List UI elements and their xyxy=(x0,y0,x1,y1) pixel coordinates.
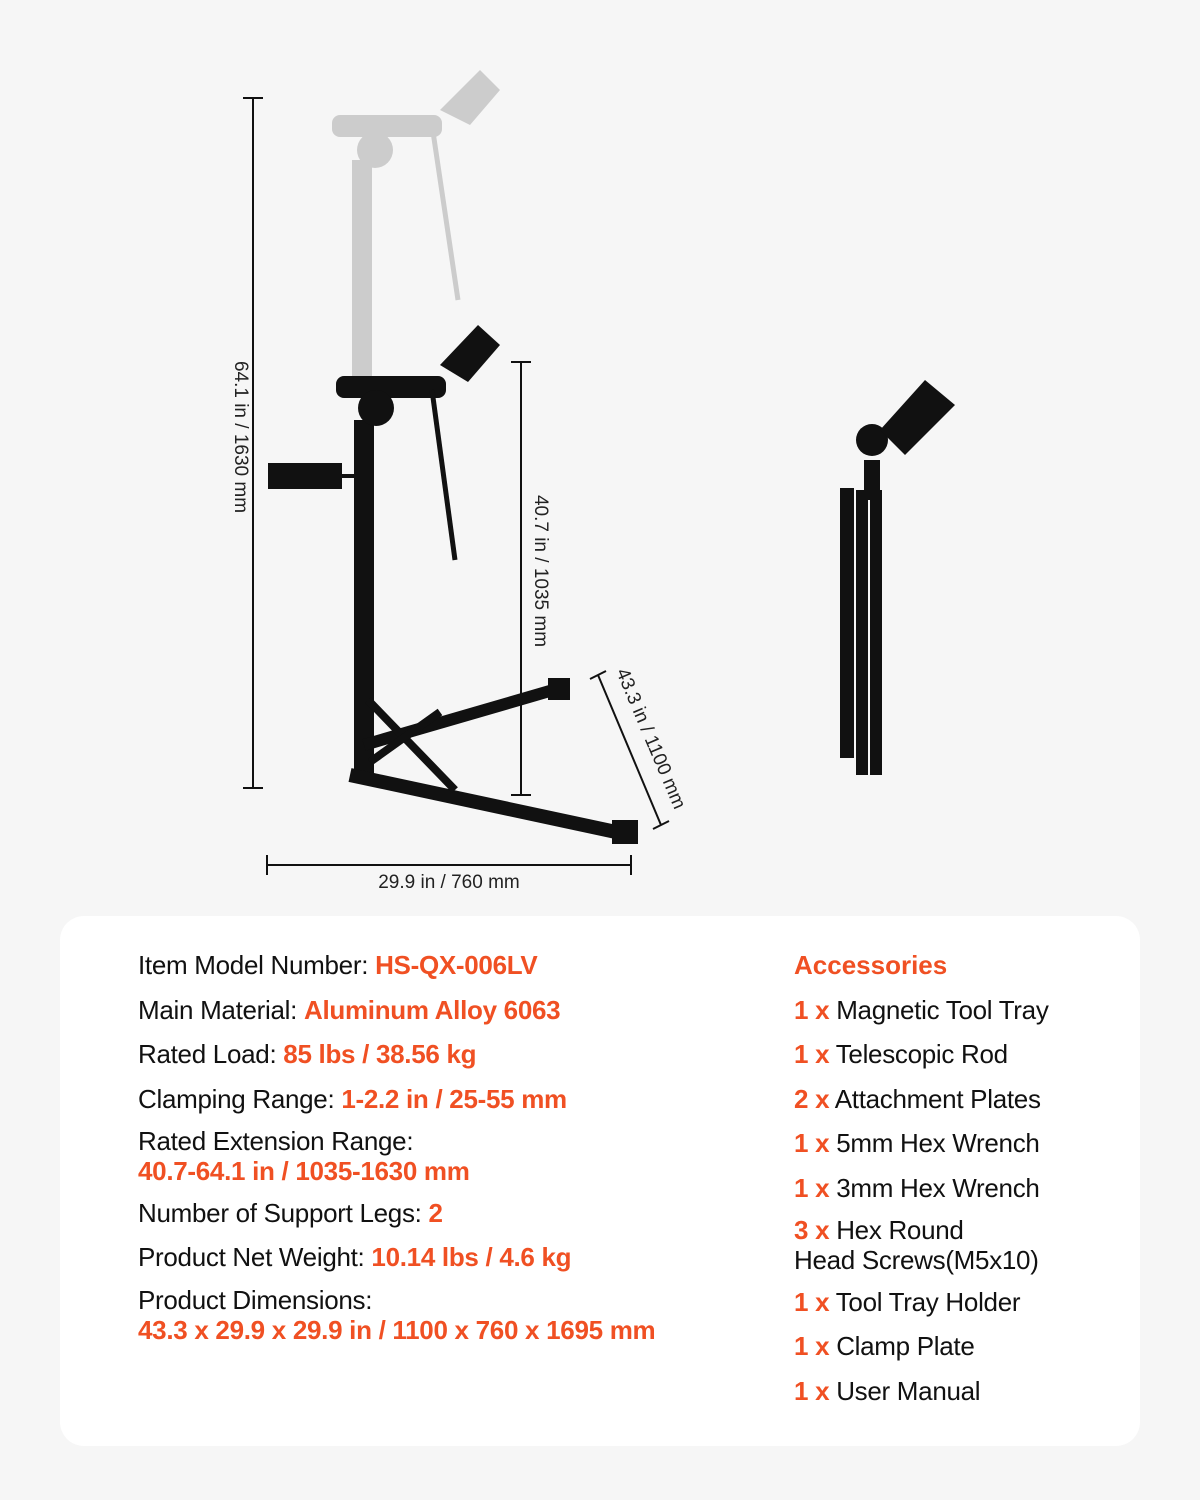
accessory-name: Magnetic Tool Tray xyxy=(836,994,1049,1025)
spec-clamping-range xyxy=(138,1082,758,1117)
accessory-item xyxy=(794,1126,1124,1161)
spec-label: Rated Extension Range: xyxy=(138,1126,414,1156)
spec-model xyxy=(138,948,758,983)
accessory-name: Tool Tray Holder xyxy=(835,1286,1021,1317)
accessory-item xyxy=(794,1082,1124,1117)
spec-value: HS-QX-006LV xyxy=(375,950,538,980)
accessory-item xyxy=(794,1037,1124,1072)
accessory-name: Hex Round xyxy=(836,1215,964,1245)
spec-extension-range xyxy=(138,1126,758,1186)
spec-rated-load xyxy=(138,1037,758,1072)
spec-value: 40.7-64.1 in / 1035-1630 mm xyxy=(138,1156,470,1186)
accessory-name: Telescopic Rod xyxy=(835,1039,1008,1069)
specs-panel xyxy=(60,916,1140,1446)
accessories-title: Accessories xyxy=(794,950,948,980)
spec-value: 43.3 x 29.9 x 29.9 in / 1100 x 760 x 1695 mm xyxy=(138,1314,656,1345)
spec-value: 1-2.2 in / 25-55 mm xyxy=(341,1083,567,1114)
accessory-name: User Manual xyxy=(836,1375,981,1406)
dimension-min-height: 40.7 in / 1035 mm xyxy=(530,494,551,648)
accessory-name: Clamp Plate xyxy=(836,1331,975,1361)
accessory-name: 5mm Hex Wrench xyxy=(836,1128,1040,1158)
spec-net-weight xyxy=(138,1240,758,1275)
spec-material xyxy=(138,993,758,1028)
accessory-item xyxy=(794,1215,1124,1275)
accessory-qty: 1 x xyxy=(794,1128,830,1158)
accessories-list xyxy=(794,948,1124,1418)
accessory-qty: 1 x xyxy=(794,1375,830,1406)
dimension-leg-length: 43.3 in / 1100 mm xyxy=(611,665,690,813)
stand-main xyxy=(268,325,638,844)
spec-value: 2 xyxy=(428,1197,443,1228)
spec-label: Number of Support Legs: xyxy=(138,1197,429,1228)
accessory-item xyxy=(794,1374,1124,1409)
spec-label: Clamping Range: xyxy=(138,1083,342,1114)
spec-label: Main Material: xyxy=(138,994,304,1025)
accessory-name-cont: Head Screws(M5x10) xyxy=(794,1245,1039,1275)
accessory-name: 3mm Hex Wrench xyxy=(836,1172,1040,1203)
spec-value: 10.14 lbs / 4.6 kg xyxy=(371,1242,572,1272)
spec-value: 85 lbs / 38.56 kg xyxy=(283,1039,477,1069)
dimension-base-width: 29.9 in / 760 mm xyxy=(378,872,520,893)
specs-list xyxy=(138,948,758,1354)
spec-label: Item Model Number: xyxy=(138,950,376,980)
accessory-qty: 1 x xyxy=(794,1331,830,1361)
accessory-item xyxy=(794,993,1124,1028)
spec-support-legs xyxy=(138,1196,758,1231)
spec-label: Product Dimensions: xyxy=(138,1284,373,1315)
accessory-item xyxy=(794,1329,1124,1364)
accessory-qty: 3 x xyxy=(794,1215,830,1245)
dimension-total-height: 64.1 in / 1630 mm xyxy=(230,360,251,514)
accessory-item xyxy=(794,1285,1124,1320)
stand-folded xyxy=(840,380,955,775)
accessory-name: Attachment Plates xyxy=(834,1083,1041,1114)
accessory-qty: 1 x xyxy=(794,994,830,1025)
accessory-qty: 1 x xyxy=(794,1039,830,1069)
accessory-qty: 1 x xyxy=(794,1172,830,1203)
accessory-qty: 1 x xyxy=(794,1286,830,1317)
accessory-item xyxy=(794,1171,1124,1206)
spec-dimensions xyxy=(138,1285,758,1345)
spec-label: Product Net Weight: xyxy=(138,1242,372,1272)
spec-label: Rated Load: xyxy=(138,1039,284,1069)
spec-value: Aluminum Alloy 6063 xyxy=(304,994,561,1025)
accessory-qty: 2 x xyxy=(794,1083,830,1114)
